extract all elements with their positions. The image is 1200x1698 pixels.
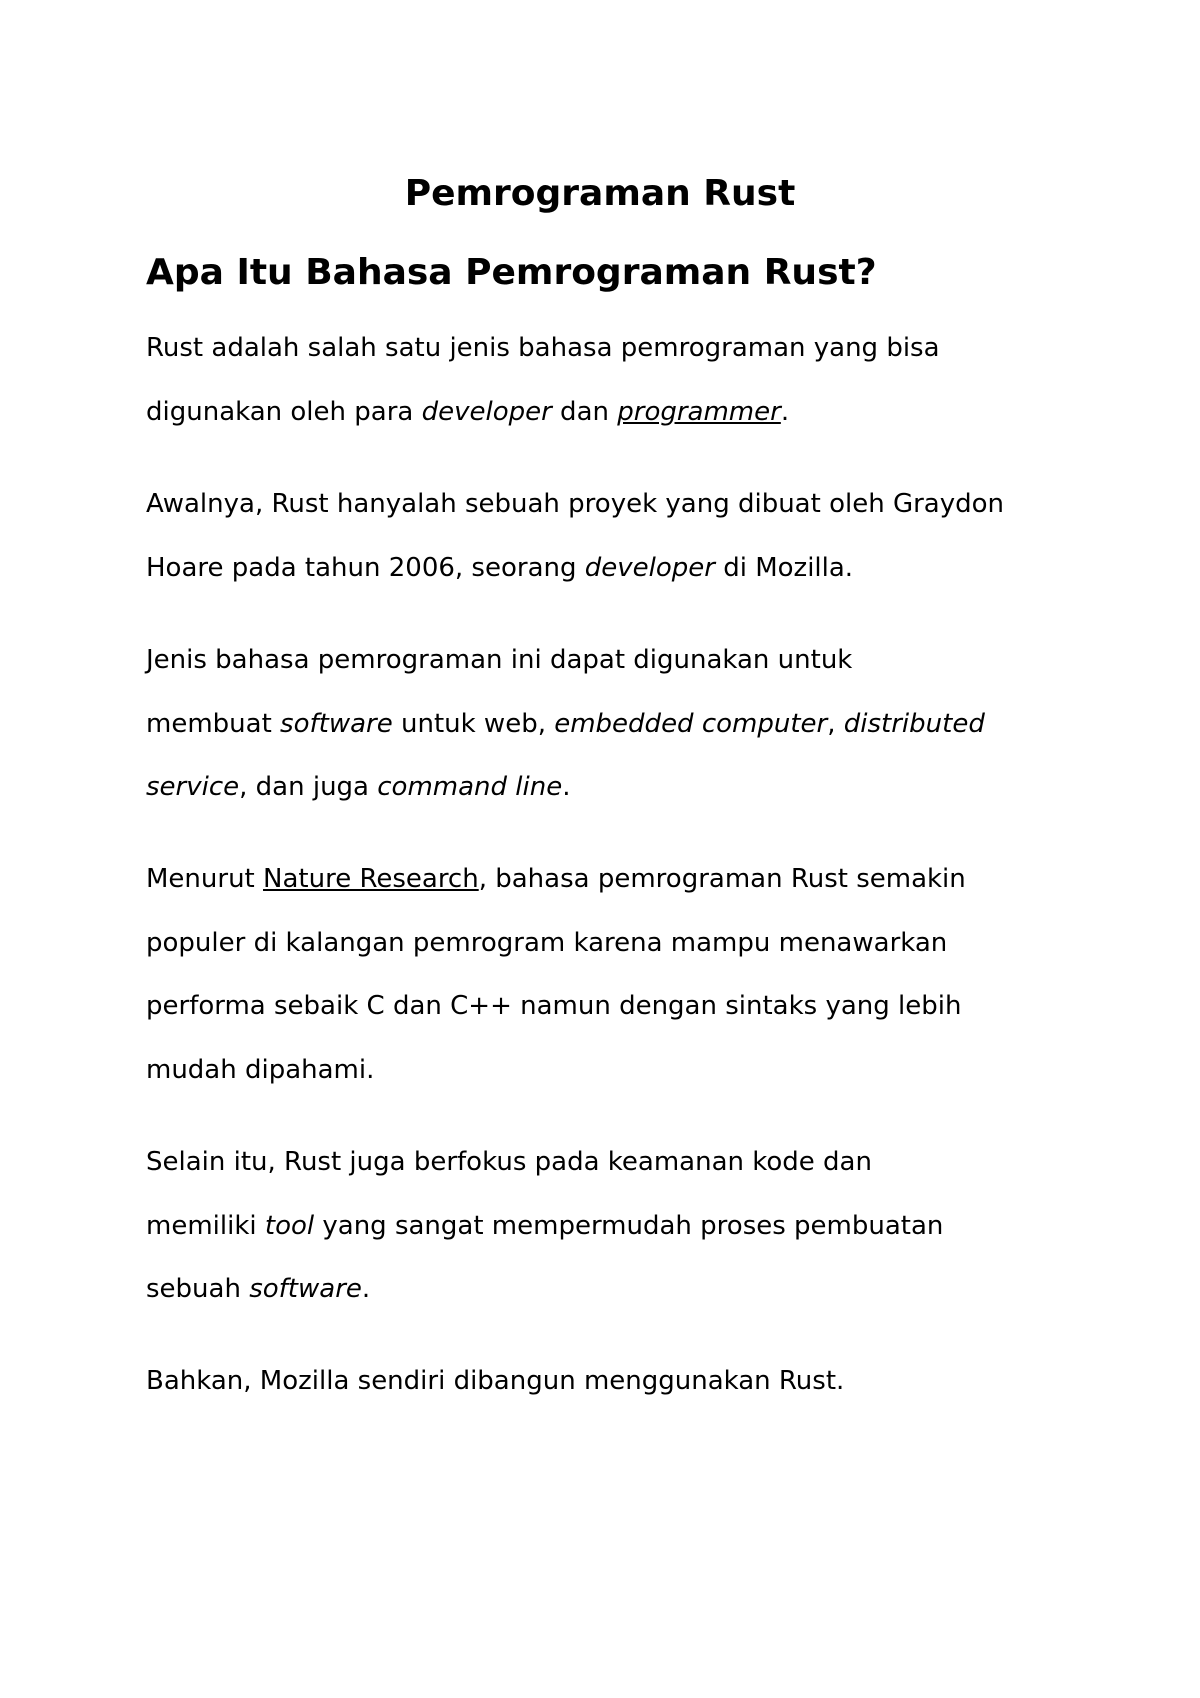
paragraph-safety — [146, 1131, 1076, 1322]
paragraph-mozilla — [146, 1350, 1076, 1414]
text-run: , — [827, 708, 844, 739]
text-run: . — [780, 396, 790, 427]
italic-term-developer: developer — [421, 396, 552, 427]
text-run: di Mozilla. — [714, 552, 854, 583]
text-run: . — [562, 772, 571, 802]
text-run: Menurut — [146, 864, 264, 894]
paragraph-uses — [146, 629, 1076, 820]
paragraph-intro — [146, 317, 1076, 444]
italic-term-developer: developer — [584, 552, 715, 583]
link-nature-research[interactable]: Nature Research — [263, 864, 479, 894]
text-run: Awalnya, Rust hanyalah sebuah proyek yang dibuat oleh Graydon — [146, 489, 1004, 519]
text-run: untuk web, — [392, 708, 555, 739]
text-run: Hoare pada tahun 2006, seorang — [146, 552, 585, 583]
text-line — [146, 1039, 1076, 1103]
text-run: , bahasa pemrograman Rust semakin — [478, 864, 966, 894]
italic-term-command-line: command line — [377, 772, 563, 802]
document-title: Pemrograman Rust — [404, 173, 796, 214]
italic-term-software: software — [249, 1274, 362, 1304]
italic-term-embedded-computer: embedded computer — [554, 708, 828, 739]
text-run: Rust adalah salah satu jenis bahasa pemrograman yang bisa — [146, 333, 940, 363]
text-line — [146, 317, 1076, 381]
text-run: yang sangat mempermudah proses pembuatan — [314, 1210, 944, 1241]
text-run: Bahkan, Mozilla sendiri dibangun menggunakan Rust. — [146, 1366, 845, 1396]
text-run: Jenis bahasa pemrograman ini dapat digunakan untuk — [146, 645, 853, 675]
text-line — [146, 629, 1076, 693]
text-line — [146, 975, 1076, 1039]
text-line — [146, 381, 1076, 445]
text-run: sebuah — [146, 1274, 250, 1304]
text-line — [146, 693, 1076, 757]
text-line — [146, 473, 1076, 537]
text-run: mudah dipahami. — [146, 1054, 375, 1085]
text-line — [146, 1195, 1076, 1259]
text-line — [146, 848, 1076, 912]
text-line — [146, 756, 1076, 820]
text-run: performa sebaik C dan C++ namun dengan sintaks yang lebih — [146, 991, 962, 1021]
text-run: dan — [551, 396, 618, 427]
italic-term-distributed: distributed — [843, 708, 985, 739]
link-programmer[interactable]: programmer — [617, 396, 781, 427]
text-run: . — [361, 1274, 371, 1304]
text-line — [146, 912, 1076, 976]
text-run: digunakan oleh para — [146, 396, 422, 427]
text-line — [146, 1350, 1076, 1414]
text-line — [146, 1258, 1076, 1322]
text-run: memiliki — [146, 1210, 265, 1241]
text-run: populer di kalangan pemrogram karena mampu menawarkan — [146, 927, 948, 958]
italic-term-software: software — [280, 708, 393, 739]
paragraph-popularity — [146, 848, 1076, 1102]
italic-term-tool: tool — [264, 1210, 315, 1241]
text-line — [146, 537, 1076, 601]
italic-term-service: service — [146, 772, 240, 802]
section-heading: Apa Itu Bahasa Pemrograman Rust? — [146, 252, 877, 293]
text-line — [146, 1131, 1076, 1195]
text-run: , dan juga — [239, 772, 378, 802]
text-run: Selain itu, Rust juga berfokus pada keamanan kode dan — [146, 1147, 872, 1177]
paragraph-history — [146, 473, 1076, 600]
text-run: membuat — [146, 708, 281, 739]
